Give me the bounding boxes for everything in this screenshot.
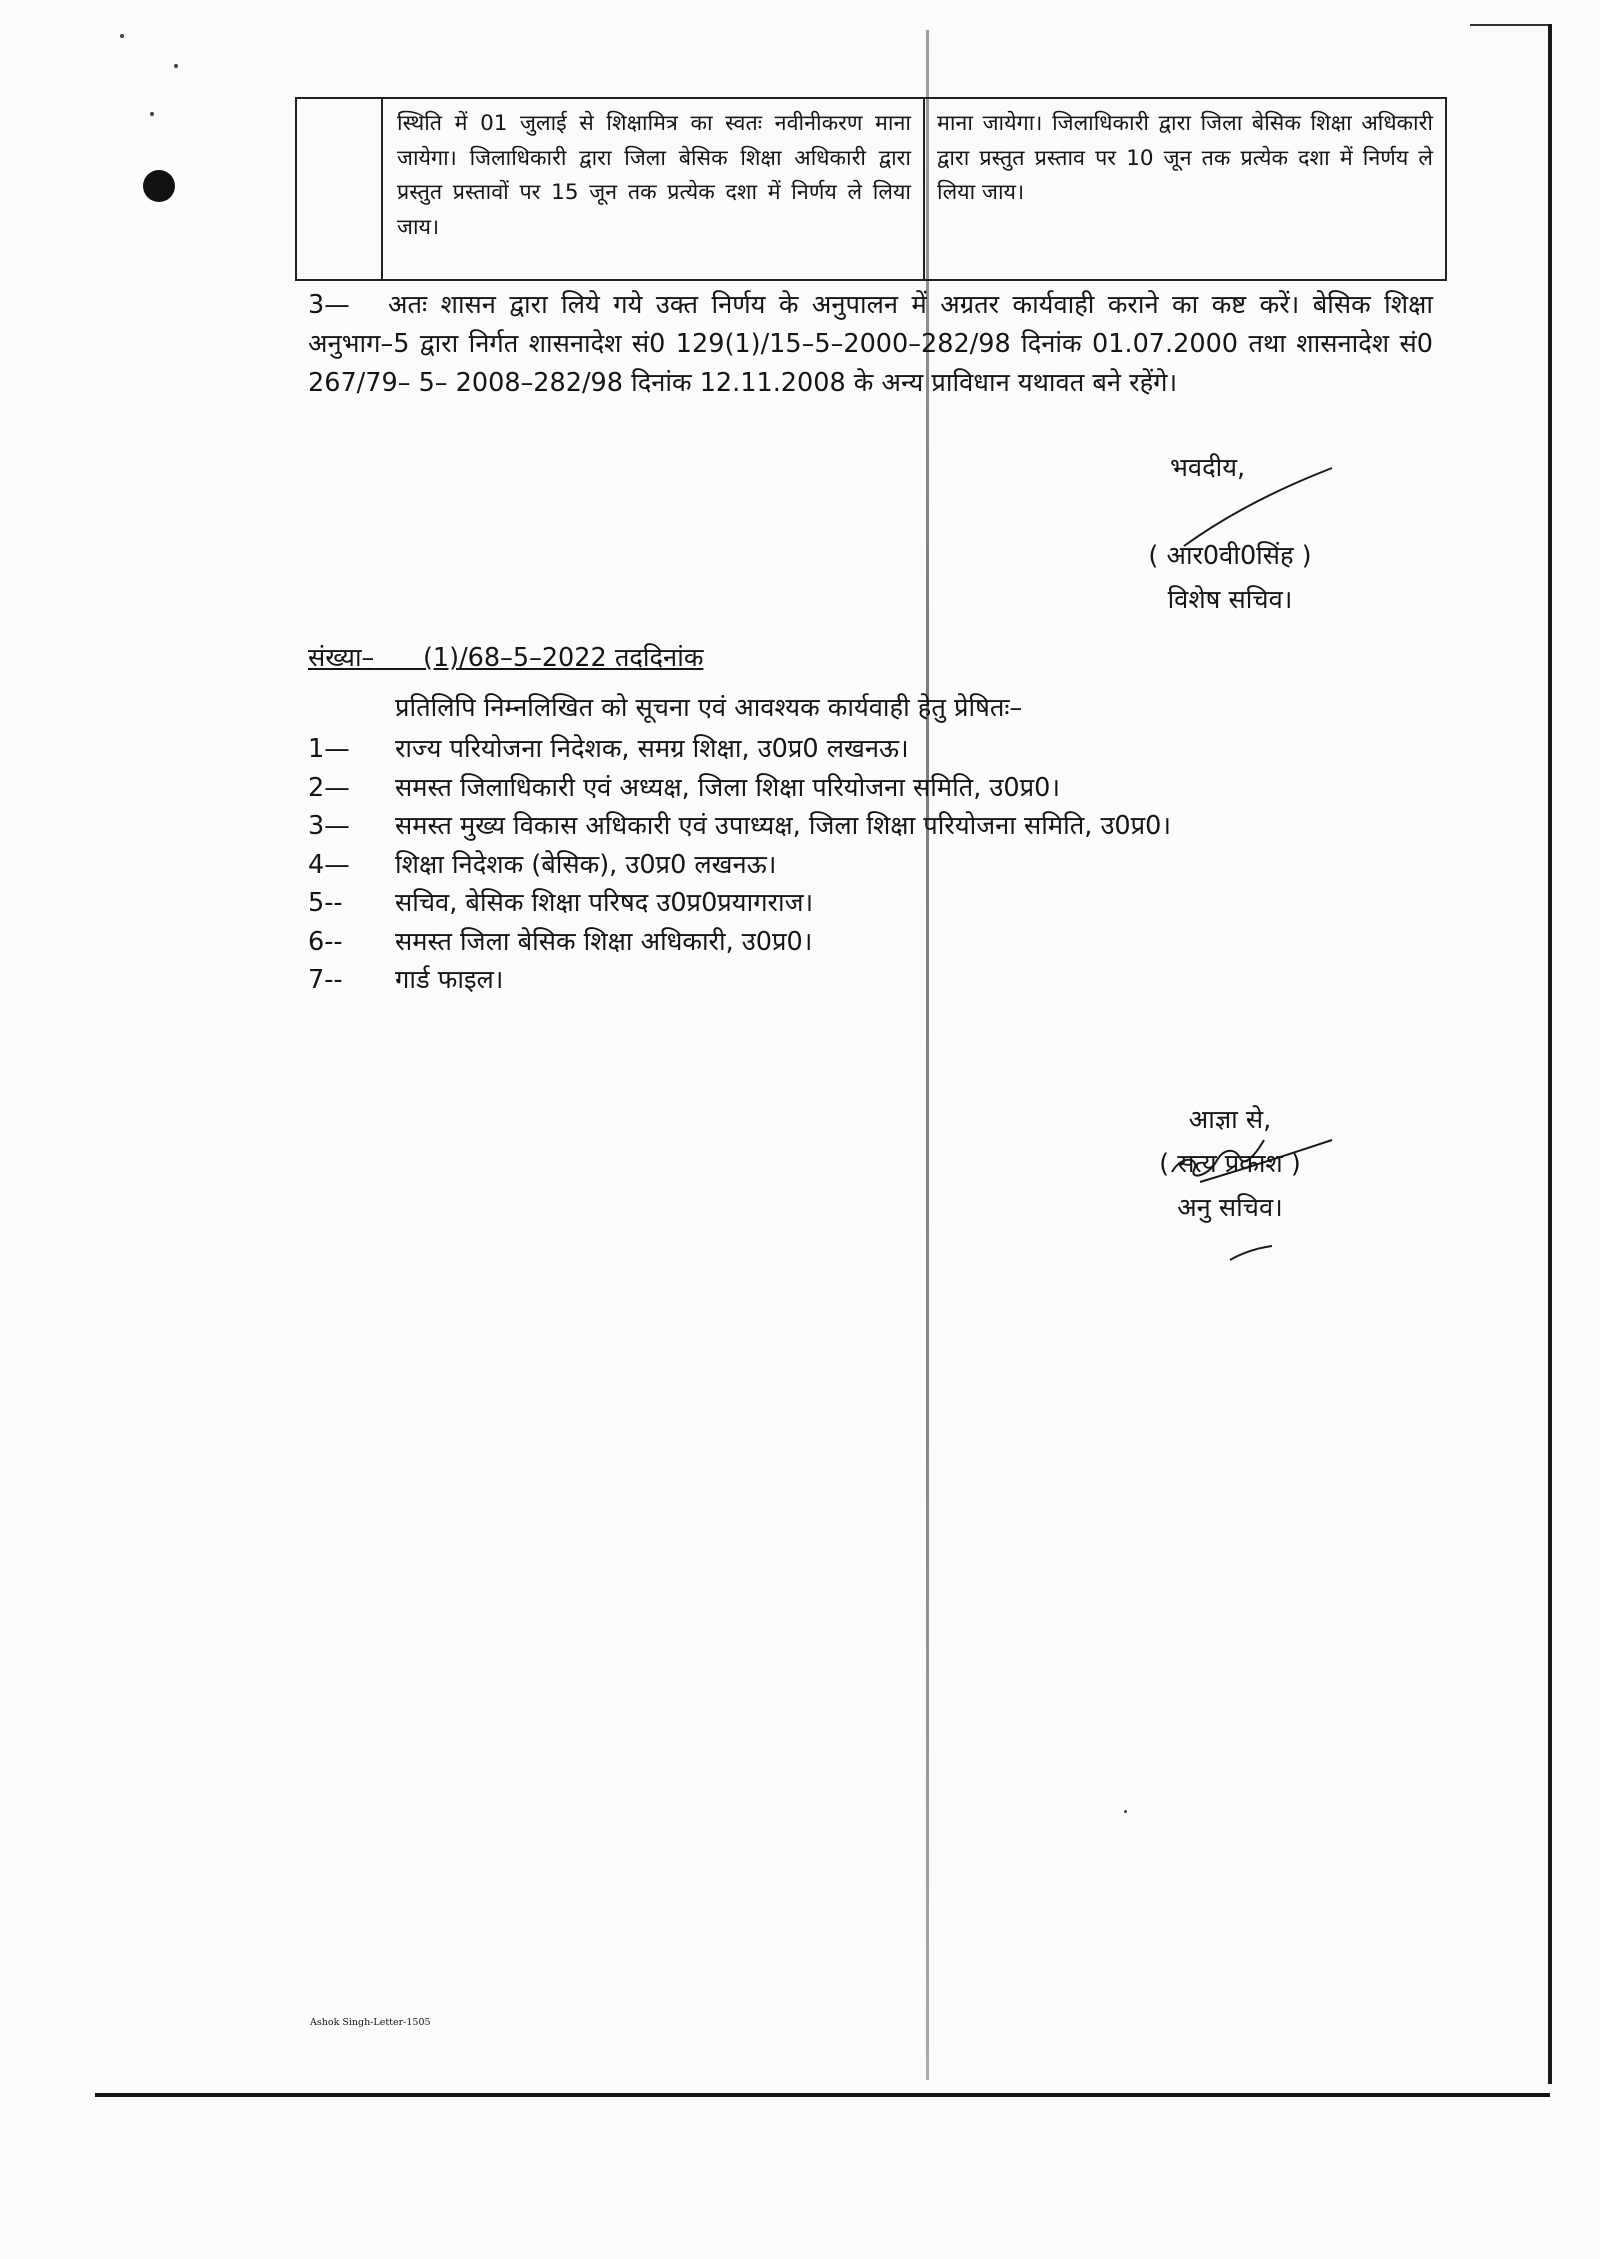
closing: भवदीय, — [1170, 453, 1246, 483]
table-cell-revised-text: माना जायेगा। जिलाधिकारी द्वारा जिला बेसिक शिक्षा अधिकारी द्वारा प्रस्तुत प्रस्ताव पर 10 जून तक प्रत्येक दशा में निर्णय ले लिया जाय। — [937, 111, 1433, 205]
page-edge-top — [1470, 24, 1550, 26]
list-item-number: 7-- — [308, 965, 343, 995]
distribution-list — [308, 730, 1433, 1000]
list-item — [308, 730, 1433, 769]
footer-tag: Ashok Singh-Letter-1505 — [310, 2017, 431, 2028]
page-edge-right — [1548, 24, 1552, 2084]
table-row — [295, 97, 1447, 281]
list-item-text: राज्य परियोजना निदेशक, समग्र शिक्षा, उ0प्र0 लखनऊ। — [395, 734, 909, 764]
table-cell-serial — [297, 99, 383, 279]
list-item-number: 3— — [308, 811, 350, 841]
list-item-text: समस्त जिला बेसिक शिक्षा अधिकारी, उ0प्र0। — [395, 926, 813, 957]
list-item-text: शिक्षा निदेशक (बेसिक), उ0प्र0 लखनऊ। — [395, 849, 777, 880]
reference-label: संख्या– — [308, 643, 375, 673]
list-item — [308, 846, 1433, 885]
table-cell-revised — [925, 99, 1445, 279]
punch-hole — [143, 170, 175, 202]
paragraph-number: 3— — [308, 290, 350, 320]
paragraph-3 — [308, 286, 1433, 403]
paragraph-text: अतः शासन द्वारा लिये गये उक्त निर्णय के अनुपालन में अग्रतर कार्यवाही कराने का कष्ट करें। बेसिक शिक्षा अनुभाग–5 द्वारा निर्गत शासनादेश सं0 129(1)/15–5–2000–282/98 दिनांक 01.07.2000 तथा शासनादेश सं0 267/79– 5– 2008–282/98 दिनांक 12.11.2008 के अन्य प्राविधान यथावत बने रहेंगे। — [308, 290, 1433, 398]
reference-line — [308, 640, 703, 676]
list-item-number: 5-- — [308, 888, 343, 918]
signatory-block-2 — [1100, 1098, 1360, 1230]
list-item — [308, 807, 1433, 846]
speck — [1124, 1810, 1127, 1813]
reference-number: (1)/68–5–2022 तददिनांक — [422, 643, 704, 673]
list-item-text: समस्त मुख्य विकास अधिकारी एवं उपाध्यक्ष, जिला शिक्षा परियोजना समिति, उ0प्र0। — [395, 811, 1172, 841]
list-item — [308, 961, 1433, 1000]
list-item — [308, 923, 1433, 962]
speck — [120, 34, 124, 38]
list-item-number: 1— — [308, 734, 350, 764]
speck — [174, 64, 178, 68]
list-item-number: 2— — [308, 772, 350, 803]
signatory-name: ( आर0वी0सिंह ) — [1148, 541, 1312, 571]
list-item — [308, 769, 1433, 808]
list-item-text: समस्त जिलाधिकारी एवं अध्यक्ष, जिला शिक्षा परियोजना समिति, उ0प्र0। — [395, 772, 1061, 803]
list-item-text: गार्ड फाइल। — [395, 965, 504, 995]
table-cell-existing — [383, 99, 925, 279]
signatory-designation: विशेष सचिव। — [1167, 585, 1293, 615]
list-item-number: 6-- — [308, 926, 343, 957]
signatory-designation: अनु सचिव। — [1177, 1193, 1283, 1223]
signatory-name: ( सत्य प्रकाश ) — [1159, 1149, 1301, 1179]
page-edge-bottom — [95, 2093, 1550, 2097]
table-cell-existing-text: स्थिति में 01 जुलाई से शिक्षामित्र का स्वतः नवीनीकरण माना जायेगा। जिलाधिकारी द्वारा जिला बेसिक शिक्षा अधिकारी द्वारा प्रस्तुत प्रस्तावों पर 15 जून तक प्रत्येक दशा में निर्णय ले लिया जाय। — [397, 111, 911, 240]
list-item-number: 4— — [308, 849, 350, 880]
list-item — [308, 884, 1433, 923]
closing: आज्ञा से, — [1188, 1105, 1272, 1135]
list-item-text: सचिव, बेसिक शिक्षा परिषद उ0प्र0प्रयागराज। — [395, 888, 814, 918]
signatory-block-1 — [1100, 446, 1360, 622]
speck — [150, 112, 154, 116]
copy-intro: प्रतिलिपि निम्नलिखित को सूचना एवं आवश्यक कार्यवाही हेतु प्रेषितः– — [395, 693, 1023, 723]
